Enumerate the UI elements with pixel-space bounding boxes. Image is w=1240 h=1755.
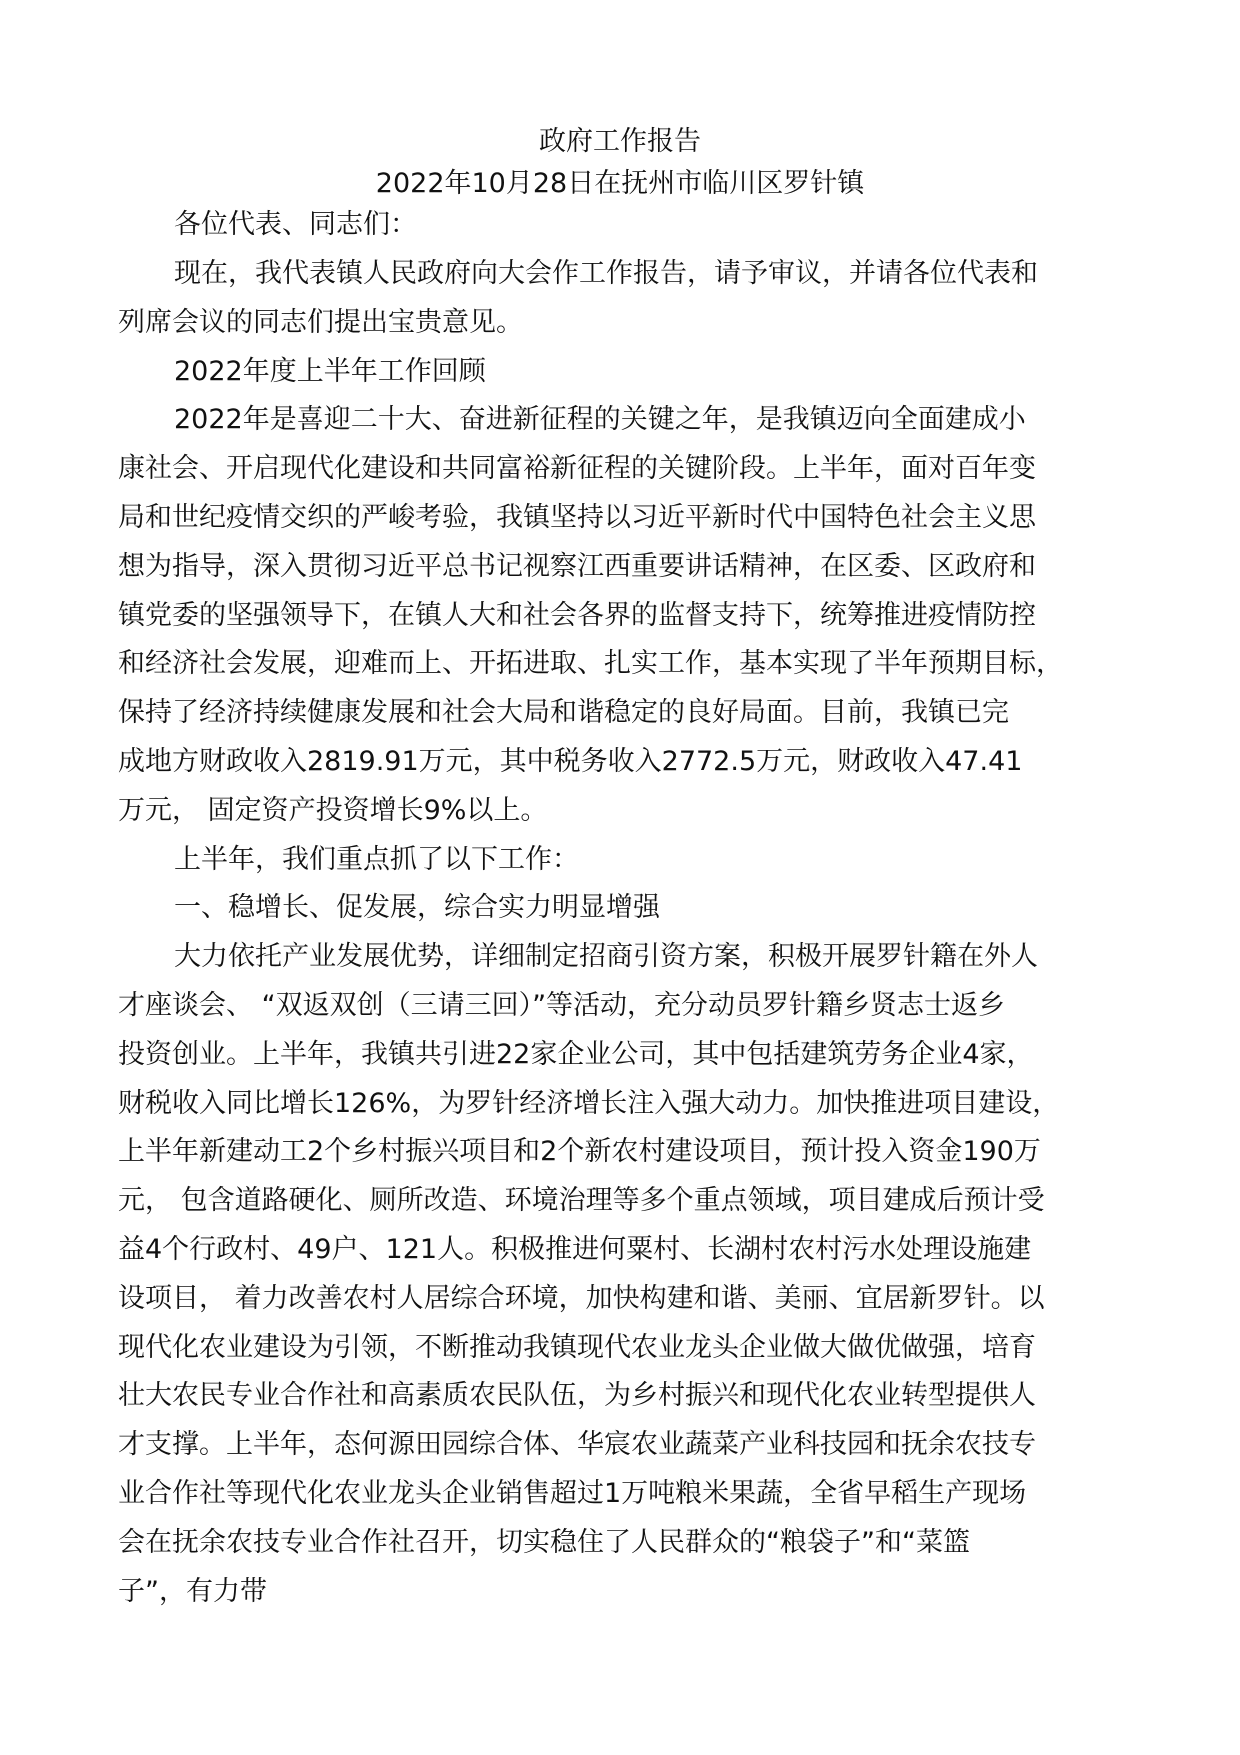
paragraph-line: 上半年，我们重点抓了以下工作： xyxy=(174,844,579,875)
paragraph-line: 现代化农业建设为引领，不断推动我镇现代农业龙头企业做大做优做强，培育 xyxy=(118,1332,1036,1363)
paragraph-line: 投资创业。上半年，我镇共引进22家企业公司，其中包括建筑劳务企业4家， xyxy=(118,1039,1034,1070)
paragraph-line: 设项目， 着力改善农村人居综合环境，加快构建和谐、美丽、宜居新罗针。以 xyxy=(118,1283,1045,1314)
paragraph-line: 壮大农民专业合作社和高素质农民队伍，为乡村振兴和现代化农业转型提供人 xyxy=(118,1380,1036,1411)
paragraph-line: 现在，我代表镇人民政府向大会作工作报告，请予审议，并请各位代表和 xyxy=(174,258,1038,289)
paragraph-line: 万元， 固定资产投资增长9%以上。 xyxy=(118,795,548,826)
paragraph-line: 保持了经济持续健康发展和社会大局和谐稳定的良好局面。目前，我镇已完 xyxy=(118,697,1009,728)
paragraph-line: 镇党委的坚强领导下，在镇人大和社会各界的监督支持下，统筹推进疫情防控 xyxy=(118,600,1036,631)
paragraph-line: 局和世纪疫情交织的严峻考验，我镇坚持以习近平新时代中国特色社会主义思 xyxy=(118,502,1036,533)
paragraph-line: 子”，有力带 xyxy=(118,1576,267,1607)
paragraph-line: 元， 包含道路硬化、厕所改造、环境治理等多个重点领域，项目建成后预计受 xyxy=(118,1185,1045,1216)
document-subtitle: 2022年10月28日在抚州市临川区罗针镇 xyxy=(375,168,865,199)
paragraph-line: 想为指导，深入贯彻习近平总书记视察江西重要讲话精神，在区委、区政府和 xyxy=(118,551,1036,582)
salutation-line: 各位代表、同志们： xyxy=(174,209,417,240)
paragraph-line: 成地方财政收入2819.91万元，其中税务收入2772.5万元，财政收入47.41 xyxy=(118,746,1023,777)
section-heading: 一、稳增长、促发展，综合实力明显增强 xyxy=(174,892,660,923)
paragraph-line: 和经济社会发展，迎难而上、开拓进取、扎实工作，基本实现了半年预期目标， xyxy=(118,648,1063,679)
section-heading: 2022年度上半年工作回顾 xyxy=(174,356,486,387)
paragraph-line: 康社会、开启现代化建设和共同富裕新征程的关键阶段。上半年，面对百年变 xyxy=(118,453,1036,484)
paragraph-line: 才座谈会、 “双返双创（三请三回）”等活动，充分动员罗针籍乡贤志士返乡 xyxy=(118,990,1006,1021)
paragraph-line: 业合作社等现代化农业龙头企业销售超过1万吨粮米果蔬，全省早稻生产现场 xyxy=(118,1478,1027,1509)
paragraph-line: 2022年是喜迎二十大、奋进新征程的关键之年，是我镇迈向全面建成小 xyxy=(174,404,1026,435)
paragraph-line: 上半年新建动工2个乡村振兴项目和2个新农村建设项目，预计投入资金190万 xyxy=(118,1136,1041,1167)
paragraph-line: 才支撑。上半年，态何源田园综合体、华宸农业蔬菜产业科技园和抚余农技专 xyxy=(118,1429,1036,1460)
paragraph-line: 列席会议的同志们提出宝贵意见。 xyxy=(118,307,523,338)
paragraph-line: 益4个行政村、49户、121人。积极推进何粟村、长湖村农村污水处理设施建 xyxy=(118,1234,1032,1265)
paragraph-line: 财税收入同比增长126%，为罗针经济增长注入强大动力。加快推进项目建设， xyxy=(118,1088,1060,1119)
paragraph-line: 会在抚余农技专业合作社召开，切实稳住了人民群众的“粮袋子”和“菜篮 xyxy=(118,1527,970,1558)
paragraph-line: 大力依托产业发展优势，详细制定招商引资方案，积极开展罗针籍在外人 xyxy=(174,941,1038,972)
document-title: 政府工作报告 xyxy=(539,126,701,157)
